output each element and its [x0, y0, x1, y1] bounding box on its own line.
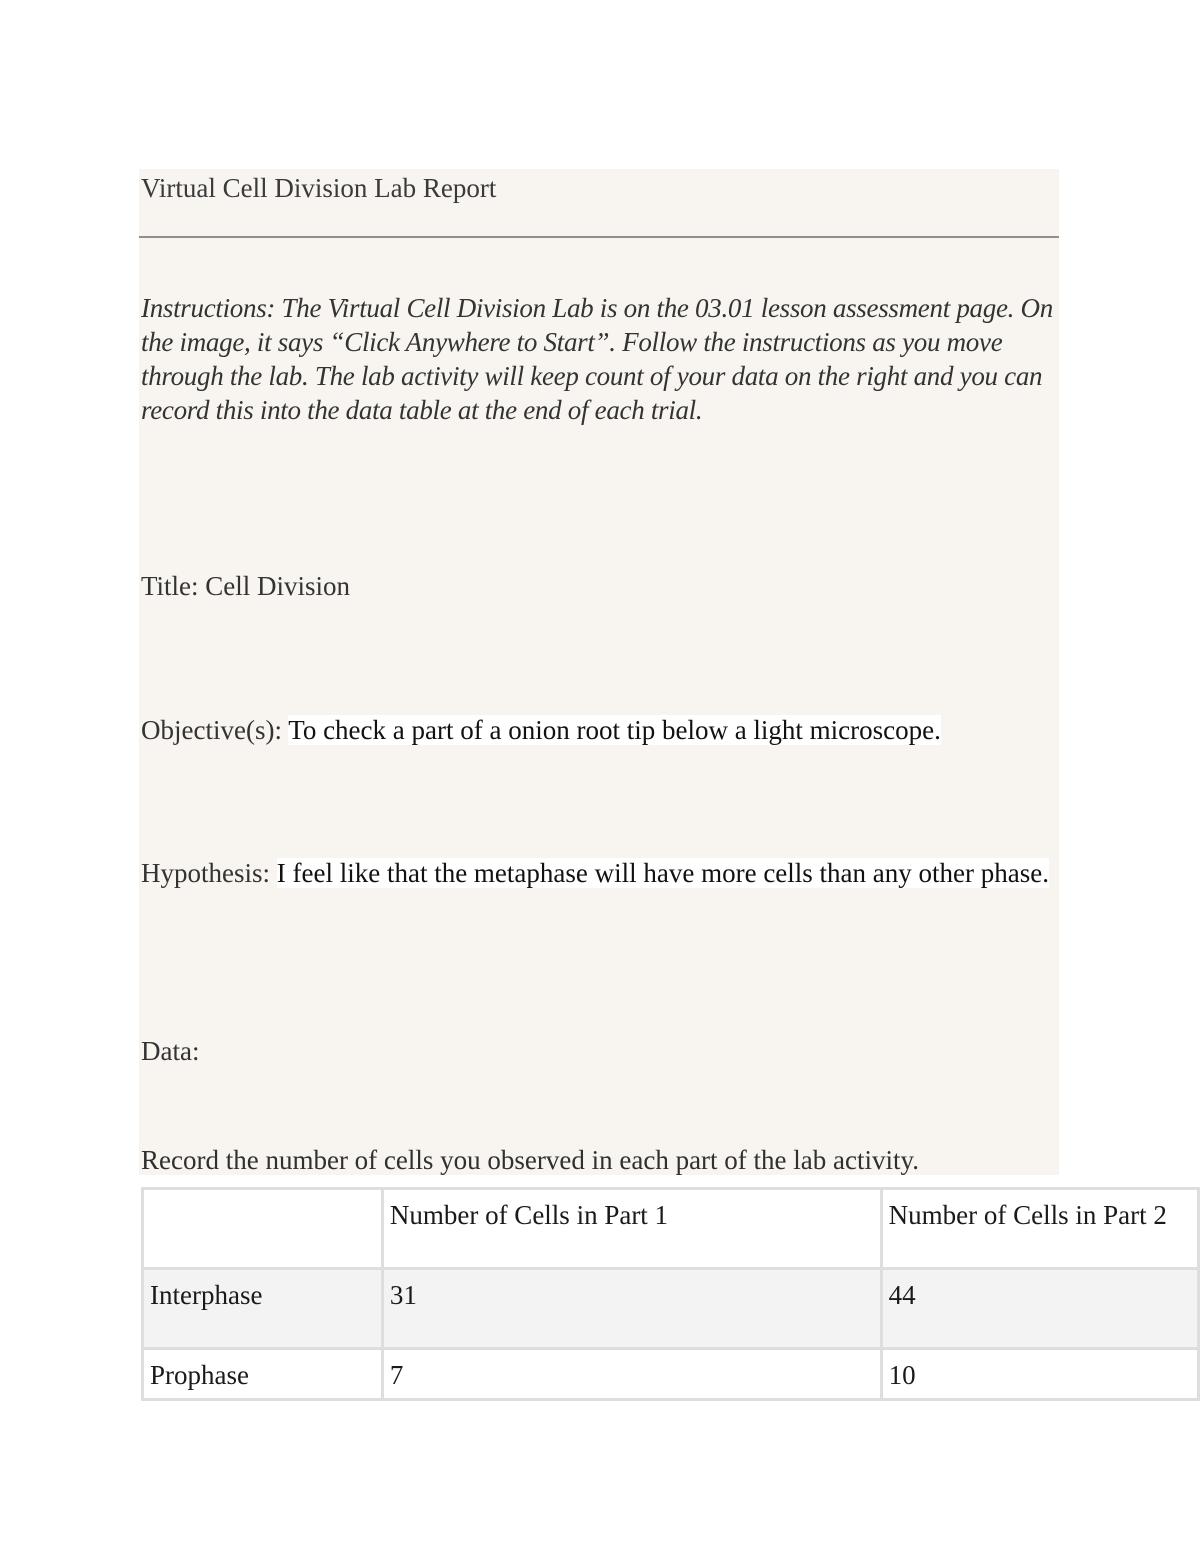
part1-cell: 31 — [382, 1269, 881, 1349]
part1-cell: 7 — [382, 1349, 881, 1400]
table-row — [143, 1349, 1199, 1400]
instructions-text: Instructions: The Virtual Cell Division Lab is on the 03.01 lesson assessment page. On the image, it says “Click Anywhere to Start”. Follow the instructions as you move through the lab. The lab activity will keep count of your data on the right and you can record this into the data table at the end of each trial. — [141, 293, 1053, 425]
objective-field — [141, 713, 941, 747]
phase-cell: Interphase — [143, 1269, 383, 1349]
phase-cell: Prophase — [143, 1349, 383, 1400]
table-header-row — [143, 1189, 1199, 1269]
part2-cell: 10 — [881, 1349, 1198, 1400]
hypothesis-field — [141, 856, 1056, 890]
part2-cell: 44 — [881, 1269, 1198, 1349]
title-divider — [139, 236, 1059, 238]
objective-value: To check a part of a onion root tip below a light microscope. — [288, 715, 941, 745]
hypothesis-value: I feel like that the metaphase will have more cells than any other phase. — [276, 858, 1049, 888]
hypothesis-label: Hypothesis: — [141, 858, 277, 888]
table-row — [143, 1269, 1199, 1349]
data-heading: Data: — [141, 1036, 200, 1066]
table-header-cell: Number of Cells in Part 2 — [881, 1189, 1198, 1269]
cell-count-table — [141, 1187, 1200, 1401]
title-field: Title: Cell Division — [141, 571, 351, 601]
objective-label: Objective(s): — [141, 715, 289, 745]
document-title: Virtual Cell Division Lab Report — [141, 173, 497, 203]
record-instruction: Record the number of cells you observed in each part of the lab activity. — [141, 1145, 919, 1175]
table-header-cell — [143, 1189, 383, 1269]
table-header-cell: Number of Cells in Part 1 — [382, 1189, 881, 1269]
